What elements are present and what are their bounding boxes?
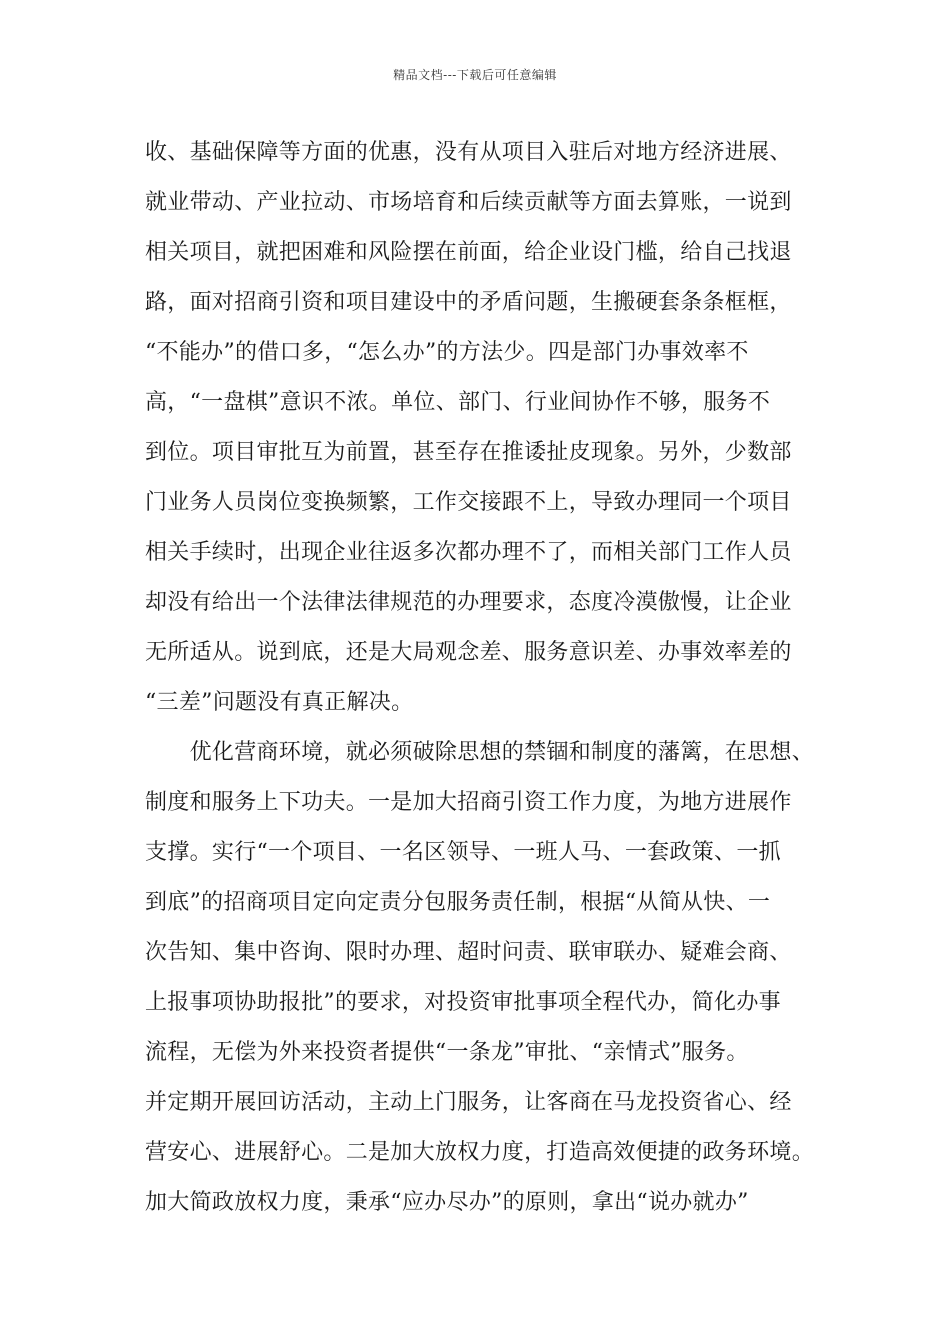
text-line: 制度和服务上下功夫。一是加大招商引资工作力度，为地方进展作 — [145, 790, 792, 815]
text-line: 到位。项目审批互为前置，甚至存在推诿扯皮现象。另外，少数部 — [145, 440, 792, 465]
text-line: 营安心、进展舒心。二是加大放权力度，打造高效便捷的政务环境。 — [145, 1140, 815, 1165]
text-line: 相关手续时，出现企业往返多次都办理不了，而相关部门工作人员 — [145, 540, 792, 565]
text-line: “不能办”的借口多，“怎么办”的方法少。四是部门办事效率不 — [145, 340, 749, 365]
page-header: 精品文档---下载后可任意编辑 — [393, 68, 557, 82]
text-line: 流程，无偿为外来投资者提供“一条龙”审批、“亲情式”服务。 — [145, 1040, 749, 1065]
text-line: 却没有给出一个法律法律规范的办理要求，态度冷漠傲慢，让企业 — [145, 590, 792, 615]
text-line: 无所适从。说到底，还是大局观念差、服务意识差、办事效率差的 — [145, 640, 792, 665]
text-line: 路，面对招商引资和项目建设中的矛盾问题，生搬硬套条条框框， — [145, 290, 792, 315]
text-line: 高，“一盘棋”意识不浓。单位、部门、行业间协作不够，服务不 — [145, 390, 771, 415]
text-line: 支撑。实行“一个项目、一名区领导、一班人马、一套政策、一抓 — [145, 840, 781, 865]
text-line: 相关项目，就把困难和风险摆在前面，给企业设门槛，给自己找退 — [145, 240, 792, 265]
text-line: 并定期开展回访活动，主动上门服务，让客商在马龙投资省心、经 — [145, 1090, 792, 1115]
text-line: 加大简政放权力度，秉承“应办尽办”的原则，拿出“说办就办” — [145, 1190, 749, 1215]
paragraph-start-line: 优化营商环境，就必须破除思想的禁锢和制度的藩篱，在思想、 — [145, 740, 815, 765]
text-line: “三差”问题没有真正解决。 — [145, 690, 414, 715]
text-line: 次告知、集中咨询、限时办理、超时问责、联审联办、疑难会商、 — [145, 940, 792, 965]
text-line: 上报事项协助报批”的要求，对投资审批事项全程代办，简化办事 — [145, 990, 781, 1015]
text-line: 到底”的招商项目定向定责分包服务责任制，根据“从简从快、一 — [145, 890, 771, 915]
text-line: 收、基础保障等方面的优惠，没有从项目入驻后对地方经济进展、 — [145, 140, 792, 165]
text-line: 就业带动、产业拉动、市场培育和后续贡献等方面去算账，一说到 — [145, 190, 792, 215]
document-body — [145, 128, 825, 1228]
text-line: 门业务人员岗位变换频繁，工作交接跟不上，导致办理同一个项目 — [145, 490, 792, 515]
